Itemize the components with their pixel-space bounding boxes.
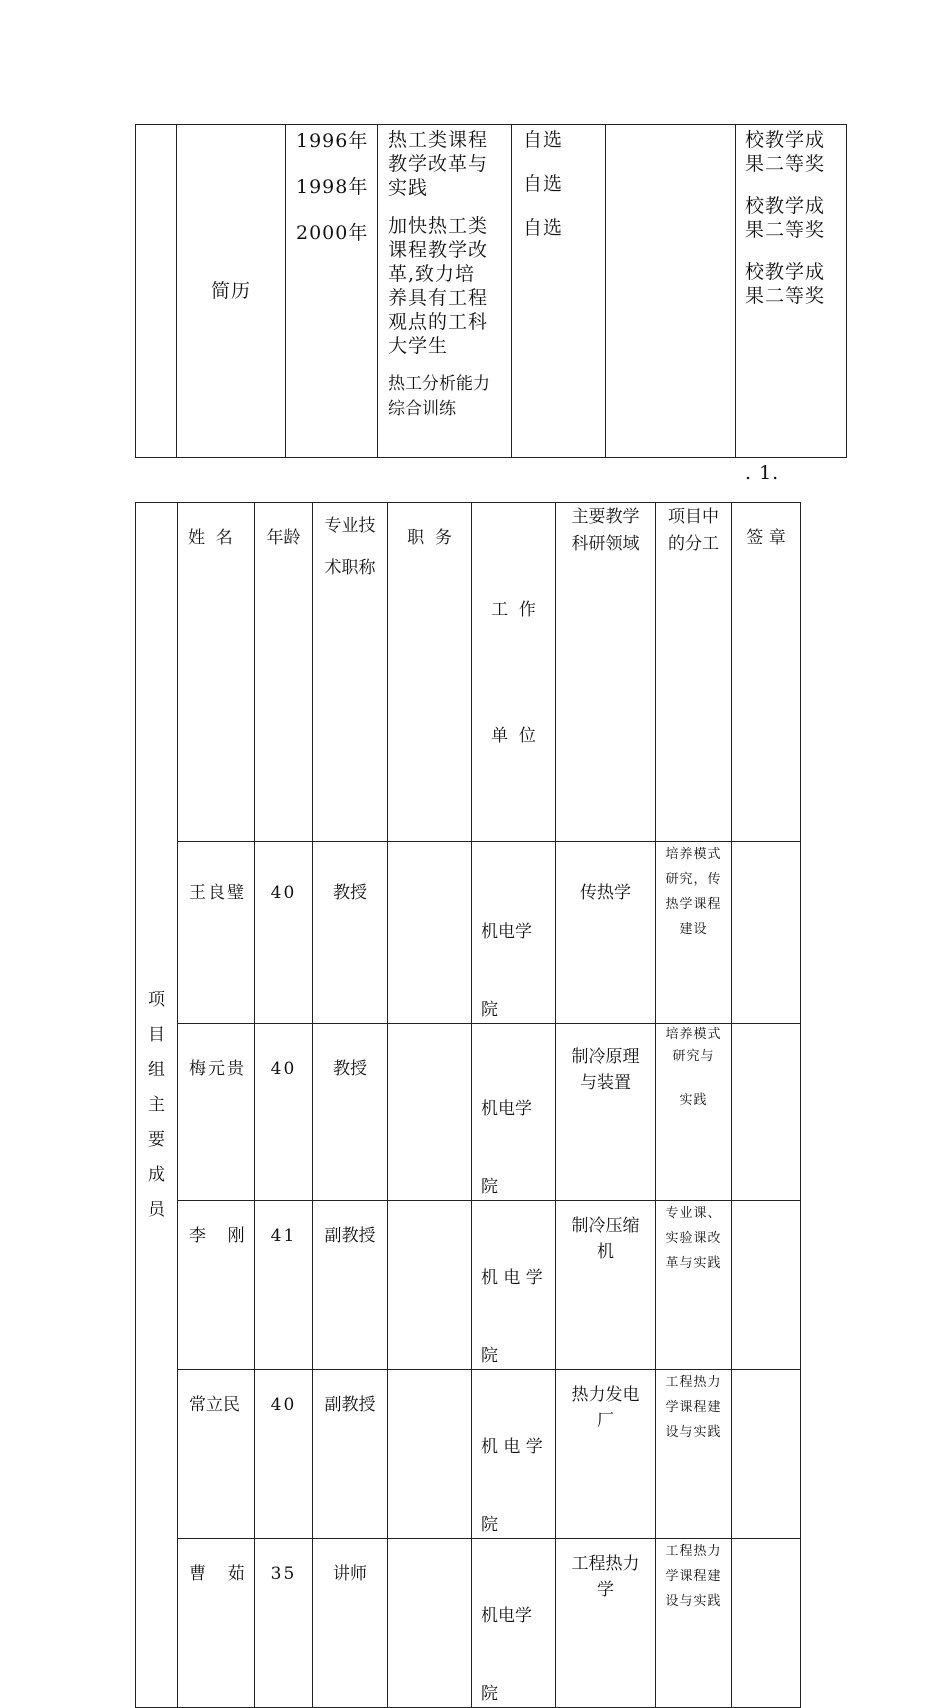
project-line: 革,致力培 <box>388 263 476 285</box>
project-line: 热工类课程 <box>388 129 489 151</box>
member-field-line: 热力发电 <box>571 1385 640 1405</box>
cell-unit <box>472 1201 556 1370</box>
member-field-line: 机 <box>597 1242 614 1262</box>
header-field-line: 主要教学 <box>571 507 640 527</box>
table-row <box>136 1370 801 1539</box>
table-row <box>136 1201 801 1370</box>
header-role-line: 项目中 <box>668 507 719 527</box>
award-line: 校教学成 <box>745 261 826 283</box>
member-age: 40 <box>270 1059 297 1079</box>
member-unit-line: 机电学 <box>481 922 532 942</box>
header-title-line: 专业技 <box>324 516 376 536</box>
member-role-line: 热学课程 <box>665 897 722 912</box>
side-label-char: 成 <box>148 1164 165 1185</box>
cell-age <box>255 1370 313 1539</box>
project-item <box>388 128 511 200</box>
member-field-line: 制冷压缩 <box>571 1216 640 1236</box>
member-role-line: 工程热力 <box>665 1544 722 1559</box>
header-role <box>656 503 732 842</box>
members-table <box>135 502 801 1708</box>
member-name: 王良璧 <box>189 883 246 903</box>
resume-empty-cell <box>606 125 736 458</box>
member-role-line: 实践 <box>679 1093 708 1108</box>
cell-age <box>255 1024 313 1201</box>
member-title: 副教授 <box>324 1395 376 1415</box>
member-title: 讲师 <box>333 1564 367 1584</box>
member-unit-line: 机电学 <box>481 1099 532 1119</box>
project-line: 大学生 <box>388 335 449 357</box>
cell-role <box>656 842 732 1024</box>
resume-table <box>135 124 847 458</box>
project-line: 综合训练 <box>388 399 456 419</box>
table-row <box>136 842 801 1024</box>
project-line: 课程教学改 <box>388 239 489 261</box>
cell-sign <box>732 1539 801 1708</box>
member-role-line: 设与实践 <box>665 1425 722 1440</box>
award-list <box>736 125 846 308</box>
page-number: . 1. <box>745 462 780 484</box>
member-unit-line: 机 电 学 <box>481 1268 543 1288</box>
award-line: 果二等奖 <box>745 285 826 307</box>
header-position-text: 职 务 <box>407 528 452 548</box>
member-role-line: 设与实践 <box>665 1594 722 1609</box>
member-title: 教授 <box>333 1059 367 1079</box>
project-item <box>388 214 511 358</box>
member-name: 李 刚 <box>189 1226 245 1246</box>
cell-name <box>178 842 255 1024</box>
member-role-line: 工程热力 <box>665 1375 722 1390</box>
award-item <box>745 194 846 242</box>
side-label-char: 要 <box>148 1129 165 1150</box>
member-field-line: 厂 <box>597 1411 614 1431</box>
side-label <box>136 983 177 1228</box>
cell-position <box>388 1370 472 1539</box>
side-label-char: 目 <box>148 1024 165 1045</box>
cell-unit <box>472 842 556 1024</box>
header-title <box>313 503 388 842</box>
type-item: 自选 <box>523 129 564 151</box>
header-age-text: 年龄 <box>266 528 301 548</box>
member-age: 35 <box>270 1564 297 1584</box>
award-item <box>745 260 846 308</box>
resume-label-cell <box>177 125 286 458</box>
cell-unit <box>472 1370 556 1539</box>
table-row <box>136 1539 801 1708</box>
cell-title <box>313 1539 388 1708</box>
award-item <box>745 128 846 176</box>
side-label-char: 主 <box>148 1094 165 1115</box>
cell-field <box>556 1370 656 1539</box>
member-role-line: 研究，传 <box>665 872 722 887</box>
header-field <box>556 503 656 842</box>
project-line: 观点的工科 <box>388 311 489 333</box>
cell-field <box>556 1024 656 1201</box>
side-label-char: 项 <box>148 989 165 1010</box>
year-list <box>286 125 377 245</box>
cell-age <box>255 1201 313 1370</box>
member-field-line: 制冷原理 <box>571 1047 640 1067</box>
member-role-line: 培养模式 <box>665 1027 722 1042</box>
header-unit-line: 单 位 <box>491 726 536 746</box>
cell-role <box>656 1201 732 1370</box>
cell-field <box>556 1201 656 1370</box>
member-role-line: 革与实践 <box>665 1256 722 1271</box>
cell-sign <box>732 1201 801 1370</box>
cell-field <box>556 1539 656 1708</box>
cell-position <box>388 1024 472 1201</box>
cell-title <box>313 842 388 1024</box>
member-field-line: 学 <box>597 1580 614 1600</box>
member-unit-line: 院 <box>481 1000 498 1020</box>
cell-sign <box>732 1024 801 1201</box>
year-item: 1996年 <box>296 130 369 152</box>
cell-title <box>313 1024 388 1201</box>
member-role-line: 专业课、 <box>665 1206 722 1221</box>
members-header-row <box>136 503 801 842</box>
member-title: 教授 <box>333 883 367 903</box>
side-label-char: 员 <box>148 1199 165 1220</box>
side-label-cell <box>136 503 178 1708</box>
cell-sign <box>732 842 801 1024</box>
award-line: 果二等奖 <box>745 219 826 241</box>
member-age: 41 <box>270 1226 297 1246</box>
cell-unit <box>472 1024 556 1201</box>
member-unit-line: 机 电 学 <box>481 1437 543 1457</box>
header-name <box>178 503 255 842</box>
cell-name <box>178 1370 255 1539</box>
cell-title <box>313 1201 388 1370</box>
member-field-line: 工程热力 <box>571 1554 640 1574</box>
award-line: 果二等奖 <box>745 153 826 175</box>
member-unit-line: 院 <box>481 1515 498 1535</box>
project-line: 实践 <box>388 177 429 199</box>
type-item: 自选 <box>523 173 564 195</box>
type-item: 自选 <box>523 217 564 239</box>
resume-types-cell <box>512 125 606 458</box>
award-line: 校教学成 <box>745 129 826 151</box>
member-role-line: 研究与 <box>672 1049 715 1064</box>
header-role-line: 的分工 <box>668 534 719 554</box>
member-age: 40 <box>270 883 297 903</box>
member-role-line: 培养模式 <box>665 847 722 862</box>
header-unit-line: 工 作 <box>491 600 536 620</box>
project-item <box>388 372 511 422</box>
cell-name <box>178 1539 255 1708</box>
resume-label: 简历 <box>210 280 251 302</box>
member-role-line <box>656 1068 731 1090</box>
project-line: 教学改革与 <box>388 153 489 175</box>
cell-role <box>656 1024 732 1201</box>
cell-field <box>556 842 656 1024</box>
cell-age <box>255 842 313 1024</box>
member-role-line: 学课程建 <box>665 1569 722 1584</box>
cell-sign <box>732 1370 801 1539</box>
resume-blank-cell <box>136 125 177 458</box>
cell-role <box>656 1539 732 1708</box>
header-position <box>388 503 472 842</box>
resume-years-cell <box>286 125 378 458</box>
cell-unit <box>472 1539 556 1708</box>
member-field-line: 与装置 <box>580 1073 631 1093</box>
award-line: 校教学成 <box>745 195 826 217</box>
year-item: 1998年 <box>296 176 369 198</box>
project-line: 养具有工程 <box>388 287 489 309</box>
member-name: 梅元贵 <box>189 1059 246 1079</box>
table-row <box>136 1024 801 1201</box>
member-unit-line: 院 <box>481 1684 498 1704</box>
header-sign <box>732 503 801 842</box>
member-field-line: 传热学 <box>580 883 631 903</box>
project-line: 热工分析能力 <box>388 374 490 394</box>
type-list <box>512 125 605 240</box>
cell-name <box>178 1024 255 1201</box>
cell-age <box>255 1539 313 1708</box>
cell-name <box>178 1201 255 1370</box>
project-line: 加快热工类 <box>388 215 489 237</box>
member-unit-line: 机电学 <box>481 1606 532 1626</box>
resume-awards-cell <box>736 125 847 458</box>
member-name: 常立民 <box>189 1395 240 1415</box>
header-field-line: 科研领域 <box>571 534 640 554</box>
member-name: 曹 茹 <box>189 1564 245 1584</box>
member-title: 副教授 <box>324 1226 376 1246</box>
cell-title <box>313 1370 388 1539</box>
year-item: 2000年 <box>296 222 369 244</box>
member-unit-line: 院 <box>481 1346 498 1366</box>
cell-position <box>388 1201 472 1370</box>
member-role-line: 建设 <box>679 922 708 937</box>
side-label-char: 组 <box>148 1059 165 1080</box>
header-sign-text: 签 章 <box>746 528 786 548</box>
resume-projects-cell <box>378 125 512 458</box>
cell-role <box>656 1370 732 1539</box>
member-unit-line: 院 <box>481 1177 498 1197</box>
member-role-line: 实验课改 <box>665 1231 722 1246</box>
header-title-line: 术职称 <box>324 558 376 578</box>
member-role-line: 学课程建 <box>665 1400 722 1415</box>
project-list <box>378 125 511 422</box>
header-age <box>255 503 313 842</box>
cell-position <box>388 842 472 1024</box>
cell-position <box>388 1539 472 1708</box>
member-age: 40 <box>270 1395 297 1415</box>
header-unit <box>472 503 556 842</box>
header-name-text: 姓 名 <box>188 528 233 548</box>
